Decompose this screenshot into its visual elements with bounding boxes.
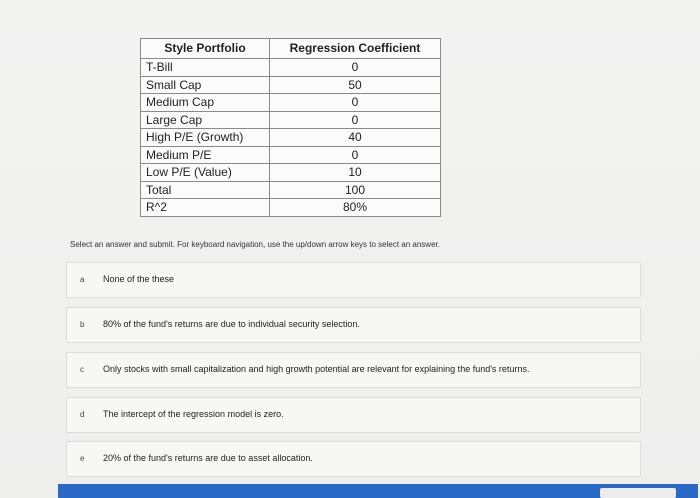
header-regression-coefficient: Regression Coefficient (270, 39, 441, 59)
row-label: Large Cap (141, 111, 270, 129)
table-row (141, 94, 441, 112)
option-letter: b (80, 320, 85, 329)
row-label: Medium Cap (141, 94, 270, 112)
option-text: 20% of the fund's returns are due to asset allocation. (103, 453, 313, 463)
option-text: The intercept of the regression model is zero. (103, 409, 284, 419)
table-row (141, 111, 441, 129)
row-value: 100 (270, 181, 441, 199)
row-value: 0 (270, 59, 441, 77)
table-row (141, 199, 441, 217)
row-label: Medium P/E (141, 146, 270, 164)
row-label: Total (141, 181, 270, 199)
table-row (141, 164, 441, 182)
table-row (141, 129, 441, 147)
table-row (141, 146, 441, 164)
option-text: None of the these (103, 274, 175, 284)
answer-option-e[interactable] (66, 441, 641, 477)
table-row (141, 76, 441, 94)
answer-option-a[interactable] (66, 262, 641, 298)
row-label: High P/E (Growth) (141, 129, 270, 147)
answer-option-d[interactable] (66, 397, 641, 433)
answer-option-b[interactable] (66, 307, 641, 343)
option-letter: e (80, 454, 85, 463)
table-row (141, 59, 441, 77)
row-label: R^2 (141, 199, 270, 217)
header-style-portfolio: Style Portfolio (141, 39, 270, 59)
table-row (141, 181, 441, 199)
option-text: 80% of the fund's returns are due to individual security selection. (103, 319, 360, 329)
row-label: Low P/E (Value) (141, 164, 270, 182)
option-letter: c (80, 365, 84, 374)
row-value: 50 (270, 76, 441, 94)
row-value: 40 (270, 129, 441, 147)
answer-option-c[interactable] (66, 352, 641, 388)
row-value: 0 (270, 146, 441, 164)
option-letter: d (80, 410, 85, 419)
row-label: Small Cap (141, 76, 270, 94)
regression-table (140, 38, 441, 217)
row-value: 10 (270, 164, 441, 182)
row-value: 0 (270, 111, 441, 129)
option-text: Only stocks with small capitalization and high growth potential are relevant for explaining the fund's returns. (103, 364, 530, 374)
row-value: 0 (270, 94, 441, 112)
table-header-row (141, 39, 441, 59)
row-label: T-Bill (141, 59, 270, 77)
submit-bar (58, 484, 698, 498)
option-letter: a (80, 275, 85, 284)
row-value: 80% (270, 199, 441, 217)
instructions-text: Select an answer and submit. For keyboard navigation, use the up/down arrow keys to select an answer. (70, 240, 440, 249)
